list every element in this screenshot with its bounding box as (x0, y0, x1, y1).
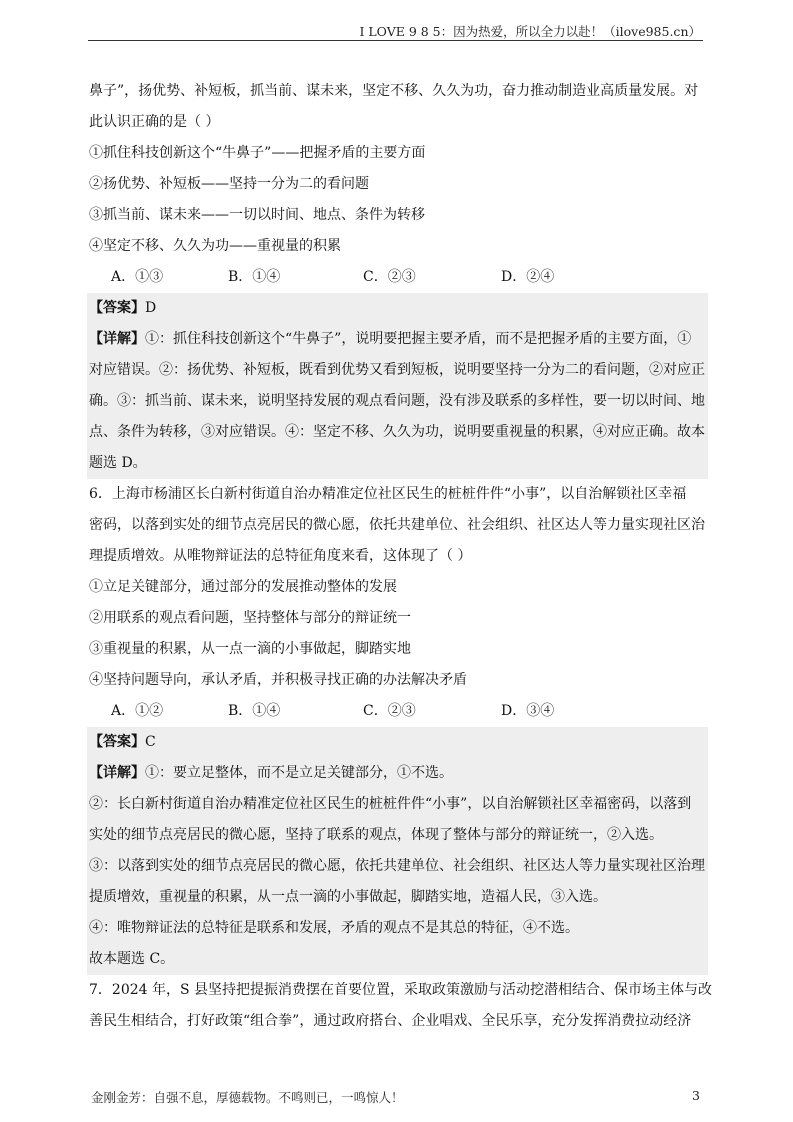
q6-options (89, 696, 705, 727)
detail-label: 【详解】 (89, 331, 145, 347)
q5-detail-line: 题选 D。 (87, 448, 708, 479)
q6-statement-4: ④坚持问题导向，承认矛盾，并积极寻找正确的办法解决矛盾 (89, 672, 467, 688)
q5-statement-3: ③抓当前、谋未来——一切以时间、地点、条件为转移 (89, 207, 425, 223)
q5-statement-2: ②扬优势、补短板——坚持一分为二的看问题 (89, 176, 369, 192)
q7-stem-line: 善民生相结合，打好政策“组合拳”，通过政府搭台、企业唱戏、全民乐享，充分发挥消费拉动经济 (89, 1013, 692, 1029)
q7-stem-line: 7．2024 年，S 县坚持把提振消费摆在首要位置，采取政策激励与活动挖潜相结合、保市场主体与改 (89, 982, 713, 998)
answer-label: 【答案】 (89, 734, 145, 750)
q6-stem-line: 6．上海市杨浦区长白新村街道自治办精准定位社区民生的桩桩件件“小事”，以自治解锁社区幸福 (89, 486, 687, 502)
q6-statement-3: ③重视量的积累，从一点一滴的小事做起，脚踏实地 (89, 641, 411, 657)
q6-answer (87, 727, 708, 758)
detail-text: ①：要立足整体，而不是立足关键部分，①不选。 (145, 765, 453, 781)
q5-stem-line: 鼻子”，扬优势、补短板，抓当前、谋未来，坚定不移、久久为功，奋力推动制造业高质量发展。对 (89, 83, 699, 99)
q6-option-a: A．①② (111, 703, 164, 719)
detail-label: 【详解】 (89, 765, 145, 781)
q6-option-b: B．①④ (228, 703, 281, 719)
q5-detail-line: 点、条件为转移，③对应错误。④：坚定不移、久久为功，说明要重视量的积累，④对应正确。故本 (87, 417, 708, 448)
q6-detail-line (87, 758, 708, 789)
page-content (89, 76, 713, 1037)
q6-stem-line: 密码，以落到实处的细节点亮居民的微心愿，依托共建单位、社会组织、社区达人等力量实现社区治 (89, 517, 705, 533)
page-footer-motto: 金刚金芳：自强不息，厚德载物。不鸣则已，一鸣惊人！ (91, 1090, 404, 1105)
answer-value: C (145, 734, 156, 750)
q5-options (89, 262, 705, 293)
q5-statement-4: ④坚定不移、久久为功——重视量的积累 (89, 238, 341, 254)
q6-option-d: D．③④ (501, 703, 555, 719)
q6-detail-line: 故本题选 C。 (87, 944, 708, 975)
q6-option-c: C．②③ (363, 703, 416, 719)
detail-text: ①：抓住科技创新这个“牛鼻子”，说明要把握主要矛盾，而不是把握矛盾的主要方面，① (145, 331, 692, 347)
answer-label: 【答案】 (89, 300, 145, 316)
q6-statement-2: ②用联系的观点看问题，坚持整体与部分的辩证统一 (89, 610, 411, 626)
q5-detail-line: 对应错误。②：扬优势、补短板，既看到优势又看到短板，说明要坚持一分为二的看问题，②对应正 (87, 355, 708, 386)
q6-detail-line: ②：长白新村街道自治办精准定位社区民生的桩桩件件“小事”，以自治解锁社区幸福密码，以落到 (87, 789, 708, 820)
answer-value: D (145, 300, 157, 316)
q5-detail-line (87, 324, 708, 355)
page-header: I LOVE 9 8 5：因为热爱，所以全力以赴！（ilove985.cn） (359, 24, 701, 39)
q6-statement-1: ①立足关键部分，通过部分的发展推动整体的发展 (89, 579, 397, 595)
q6-detail-line: 提质增效，重视量的积累，从一点一滴的小事做起，脚踏实地，造福人民，③入选。 (87, 882, 708, 913)
q5-detail-line: 确。③：抓当前、谋未来，说明坚持发展的观点看问题，没有涉及联系的多样性，要一切以时间、地 (87, 386, 708, 417)
q6-stem-line: 理提质增效。从唯物辩证法的总特征角度来看，这体现了（ ） (89, 548, 472, 564)
q5-option-a: A．①③ (111, 269, 164, 285)
q5-stem-line: 此认识正确的是（ ） (89, 114, 220, 130)
page-number: 3 (692, 1088, 700, 1103)
q5-option-b: B．①④ (228, 269, 281, 285)
q6-detail-line: ④：唯物辩证法的总特征是联系和发展，矛盾的观点不是其总的特征，④不选。 (87, 913, 708, 944)
q5-answer (87, 293, 708, 324)
q6-detail-line: 实处的细节点亮居民的微心愿，坚持了联系的观点，体现了整体与部分的辩证统一，②入选。 (87, 820, 708, 851)
q5-option-c: C．②③ (363, 269, 416, 285)
q6-detail-line: ③：以落到实处的细节点亮居民的微心愿，依托共建单位、社会组织、社区达人等力量实现社区治理 (87, 851, 708, 882)
q5-option-d: D．②④ (501, 269, 555, 285)
q5-statement-1: ①抓住科技创新这个“牛鼻子”——把握矛盾的主要方面 (89, 145, 426, 161)
header-divider (88, 40, 703, 41)
